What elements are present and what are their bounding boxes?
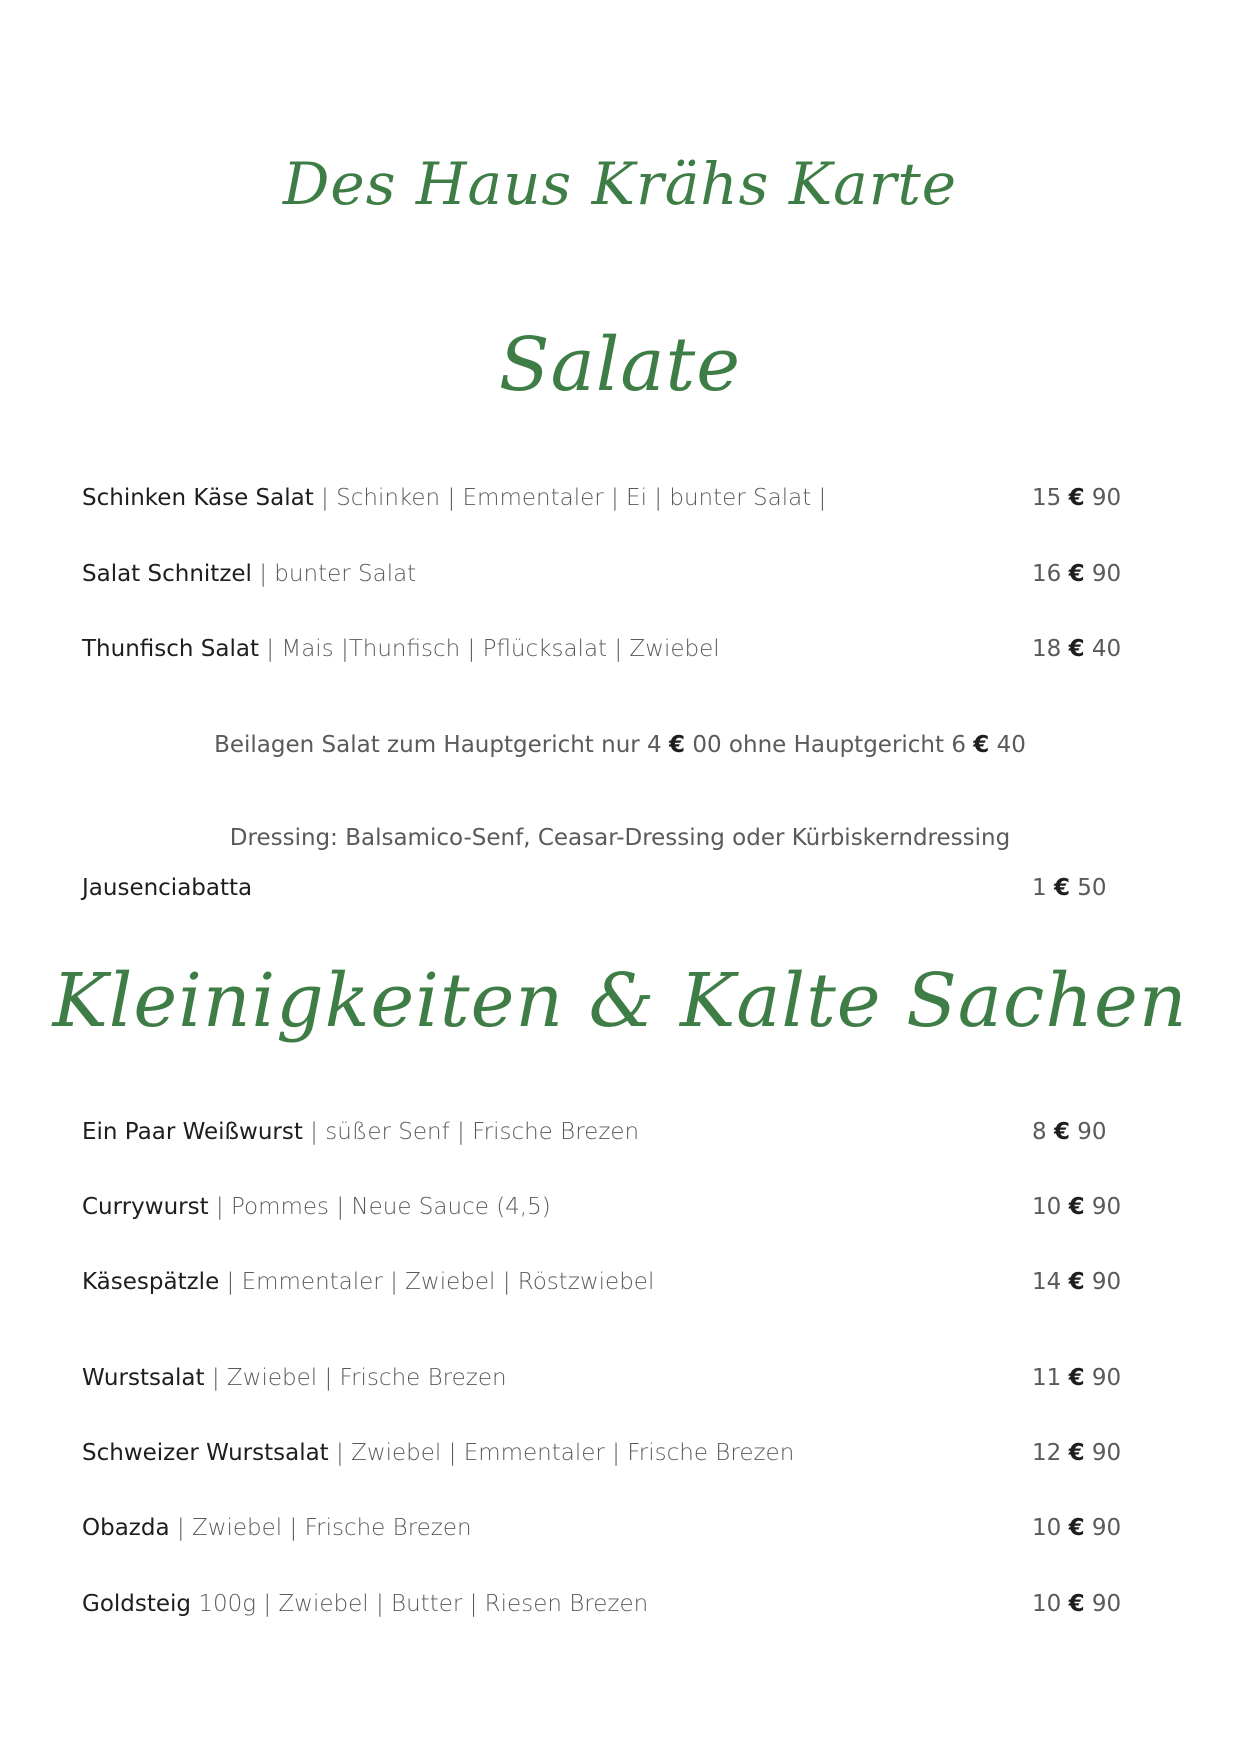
item-price: 16 € 90 <box>1032 561 1122 587</box>
item-description: | Emmentaler | Zwiebel | Röstzwiebel <box>219 1269 655 1295</box>
section-heading-salate: Salate <box>498 322 742 408</box>
menu-item <box>82 868 1112 908</box>
item-price: 10 € 90 <box>1032 1515 1122 1541</box>
menu-item <box>82 1508 1122 1548</box>
menu-title: Des Haus Krähs Karte <box>282 150 958 218</box>
item-name: Currywurst <box>82 1194 209 1220</box>
item-name: Obazda <box>82 1515 170 1541</box>
item-description: | Zwiebel | Frische Brezen <box>204 1365 507 1391</box>
item-price: 10 € 90 <box>1032 1194 1122 1220</box>
item-price: 11 € 90 <box>1032 1365 1122 1391</box>
euro-icon: € <box>1068 561 1085 587</box>
item-description: 100g | Zwiebel | Butter | Riesen Brezen <box>191 1591 649 1617</box>
item-price: 10 € 90 <box>1032 1591 1122 1617</box>
item-name: Jausenciabatta <box>82 875 253 901</box>
item-name: Goldsteig <box>82 1591 192 1617</box>
euro-icon: € <box>1068 1194 1085 1220</box>
euro-icon: € <box>1053 875 1070 901</box>
euro-icon: € <box>973 732 990 758</box>
menu-item <box>82 1112 1112 1152</box>
euro-icon: € <box>669 732 686 758</box>
menu-item <box>82 1358 1122 1398</box>
euro-icon: € <box>1068 485 1085 511</box>
side-salad-note: Beilagen Salat zum Hauptgericht nur 4 € 00 ohne Hauptgericht 6 € 40 <box>214 732 1026 758</box>
item-price: 8 € 90 <box>1032 1119 1107 1145</box>
item-name: Thunfisch Salat <box>82 636 259 662</box>
euro-icon: € <box>1068 1440 1085 1466</box>
item-description: | bunter Salat <box>251 561 417 587</box>
item-price: 12 € 90 <box>1032 1440 1122 1466</box>
euro-icon: € <box>1068 1269 1085 1295</box>
euro-icon: € <box>1068 1365 1085 1391</box>
menu-item <box>82 1187 1122 1227</box>
item-price: 1 € 50 <box>1032 875 1107 901</box>
euro-icon: € <box>1068 1591 1085 1617</box>
item-name: Käsespätzle <box>82 1269 220 1295</box>
item-price: 18 € 40 <box>1032 636 1122 662</box>
menu-item <box>82 1433 1122 1473</box>
item-description: | Zwiebel | Emmentaler | Frische Brezen <box>328 1440 795 1466</box>
menu-item <box>82 629 1122 669</box>
item-name: Schinken Käse Salat <box>82 485 314 511</box>
dressing-note: Dressing: Balsamico-Senf, Ceasar-Dressing oder Kürbiskerndressing <box>229 825 1011 851</box>
item-description: | süßer Senf | Frische Brezen <box>302 1119 640 1145</box>
menu-item <box>82 478 1122 518</box>
menu-item <box>82 1262 1122 1302</box>
menu-item <box>82 1584 1122 1624</box>
menu-item <box>82 554 1122 594</box>
item-price: 15 € 90 <box>1032 485 1122 511</box>
item-description: | Pommes | Neue Sauce (4,5) <box>208 1194 551 1220</box>
item-description: | Zwiebel | Frische Brezen <box>169 1515 472 1541</box>
euro-icon: € <box>1068 1515 1085 1541</box>
item-name: Salat Schnitzel <box>82 561 252 587</box>
item-price: 14 € 90 <box>1032 1269 1122 1295</box>
section-heading-kleinigkeiten: Kleinigkeiten & Kalte Sachen <box>52 958 1188 1044</box>
item-name: Ein Paar Weißwurst <box>82 1119 303 1145</box>
euro-icon: € <box>1068 636 1085 662</box>
item-name: Wurstsalat <box>82 1365 205 1391</box>
item-description: | Schinken | Emmentaler | Ei | bunter Salat | <box>313 485 827 511</box>
item-name: Schweizer Wurstsalat <box>82 1440 329 1466</box>
item-description: | Mais |Thunfisch | Pflücksalat | Zwiebel <box>258 636 720 662</box>
euro-icon: € <box>1053 1119 1070 1145</box>
